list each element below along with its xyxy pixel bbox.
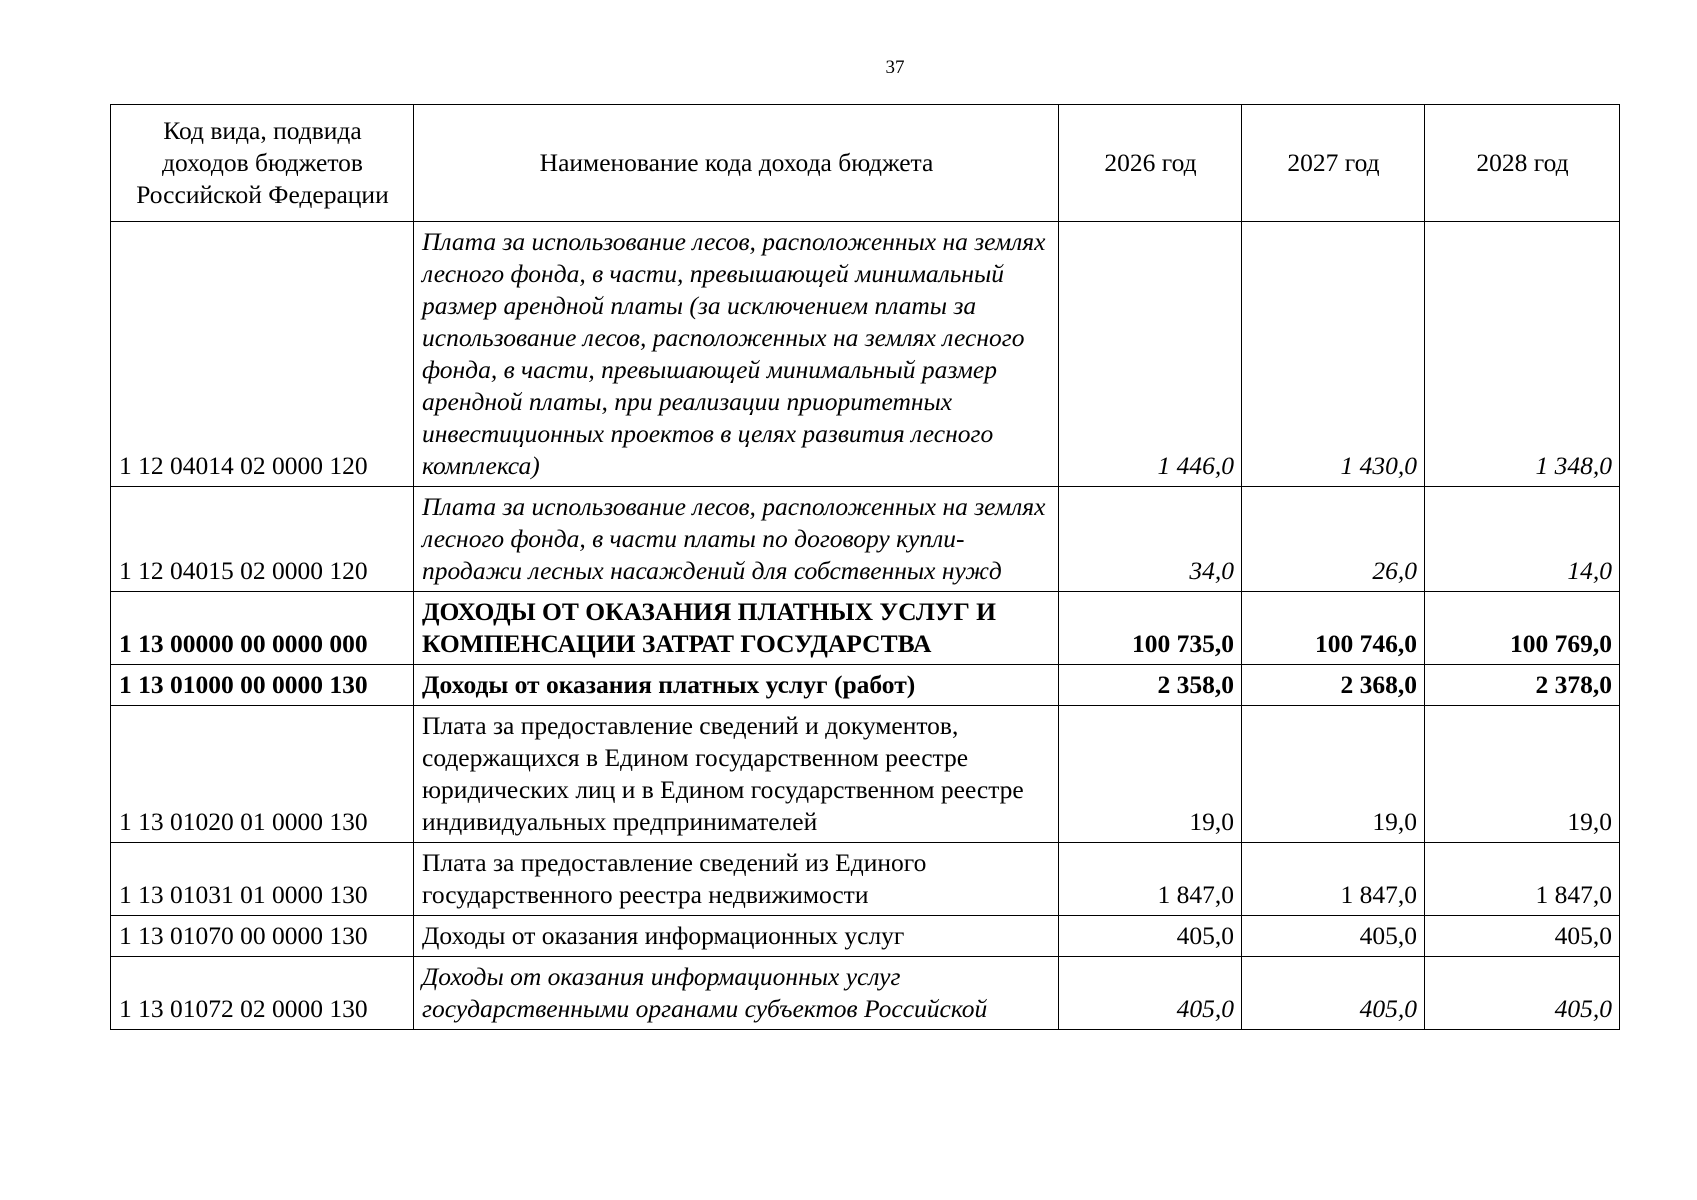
row-value-2028: 14,0 (1425, 487, 1620, 592)
row-value-2028: 1 847,0 (1425, 843, 1620, 916)
row-code: 1 13 00000 00 0000 000 (111, 592, 414, 665)
row-value-2026: 1 446,0 (1059, 222, 1242, 487)
table-header-row (111, 105, 1620, 222)
row-code: 1 13 01031 01 0000 130 (111, 843, 414, 916)
row-name: Плата за использование лесов, расположенных на землях лесного фонда, в части, превышающей минимальный размер арендной платы (за исключением платы за использование лесов, расположенных на землях лесного фонда, в части, превышающей минимальный размер арендной платы, при реализации приоритетных инвестиционных проектов в целях развития лесного комплекса) (414, 222, 1059, 487)
row-name: ДОХОДЫ ОТ ОКАЗАНИЯ ПЛАТНЫХ УСЛУГ И КОМПЕНСАЦИИ ЗАТРАТ ГОСУДАРСТВА (414, 592, 1059, 665)
row-value-2027: 100 746,0 (1242, 592, 1425, 665)
row-value-2028: 405,0 (1425, 957, 1620, 1030)
table-row-subtotal (111, 665, 1620, 706)
header-code: Код вида, подвида доходов бюджетов Российской Федерации (111, 105, 414, 222)
row-value-2027: 405,0 (1242, 916, 1425, 957)
row-name: Плата за использование лесов, расположенных на землях лесного фонда, в части платы по договору купли-продажи лесных насаждений для собственных нужд (414, 487, 1059, 592)
row-value-2026: 100 735,0 (1059, 592, 1242, 665)
row-name: Плата за предоставление сведений из Единого государственного реестра недвижимости (414, 843, 1059, 916)
row-value-2027: 26,0 (1242, 487, 1425, 592)
row-value-2026: 2 358,0 (1059, 665, 1242, 706)
row-code: 1 13 01072 02 0000 130 (111, 957, 414, 1030)
table-row (111, 487, 1620, 592)
header-2026: 2026 год (1059, 105, 1242, 222)
row-name: Доходы от оказания платных услуг (работ) (414, 665, 1059, 706)
header-name: Наименование кода дохода бюджета (414, 105, 1059, 222)
row-name: Доходы от оказания информационных услуг государственными органами субъектов Российской (414, 957, 1059, 1030)
row-value-2026: 405,0 (1059, 957, 1242, 1030)
row-value-2027: 1 430,0 (1242, 222, 1425, 487)
row-name: Плата за предоставление сведений и документов, содержащихся в Едином государственном реестре юридических лиц и в Едином государственном реестре индивидуальных предпринимателей (414, 706, 1059, 843)
table-row (111, 706, 1620, 843)
row-value-2026: 19,0 (1059, 706, 1242, 843)
table-row (111, 957, 1620, 1030)
row-value-2026: 405,0 (1059, 916, 1242, 957)
row-code: 1 13 01020 01 0000 130 (111, 706, 414, 843)
row-value-2028: 405,0 (1425, 916, 1620, 957)
table-row (111, 916, 1620, 957)
row-name: Доходы от оказания информационных услуг (414, 916, 1059, 957)
budget-revenue-table (110, 104, 1620, 1030)
table-row (111, 222, 1620, 487)
row-value-2027: 1 847,0 (1242, 843, 1425, 916)
row-value-2027: 405,0 (1242, 957, 1425, 1030)
row-value-2028: 2 378,0 (1425, 665, 1620, 706)
table-row-section (111, 592, 1620, 665)
row-value-2026: 1 847,0 (1059, 843, 1242, 916)
row-value-2026: 34,0 (1059, 487, 1242, 592)
page-number: 37 (885, 57, 905, 78)
header-2028: 2028 год (1425, 105, 1620, 222)
header-2027: 2027 год (1242, 105, 1425, 222)
row-code: 1 12 04014 02 0000 120 (111, 222, 414, 487)
row-value-2027: 19,0 (1242, 706, 1425, 843)
row-code: 1 12 04015 02 0000 120 (111, 487, 414, 592)
table-row (111, 843, 1620, 916)
row-code: 1 13 01000 00 0000 130 (111, 665, 414, 706)
row-code: 1 13 01070 00 0000 130 (111, 916, 414, 957)
row-value-2028: 1 348,0 (1425, 222, 1620, 487)
row-value-2028: 100 769,0 (1425, 592, 1620, 665)
row-value-2027: 2 368,0 (1242, 665, 1425, 706)
row-value-2028: 19,0 (1425, 706, 1620, 843)
